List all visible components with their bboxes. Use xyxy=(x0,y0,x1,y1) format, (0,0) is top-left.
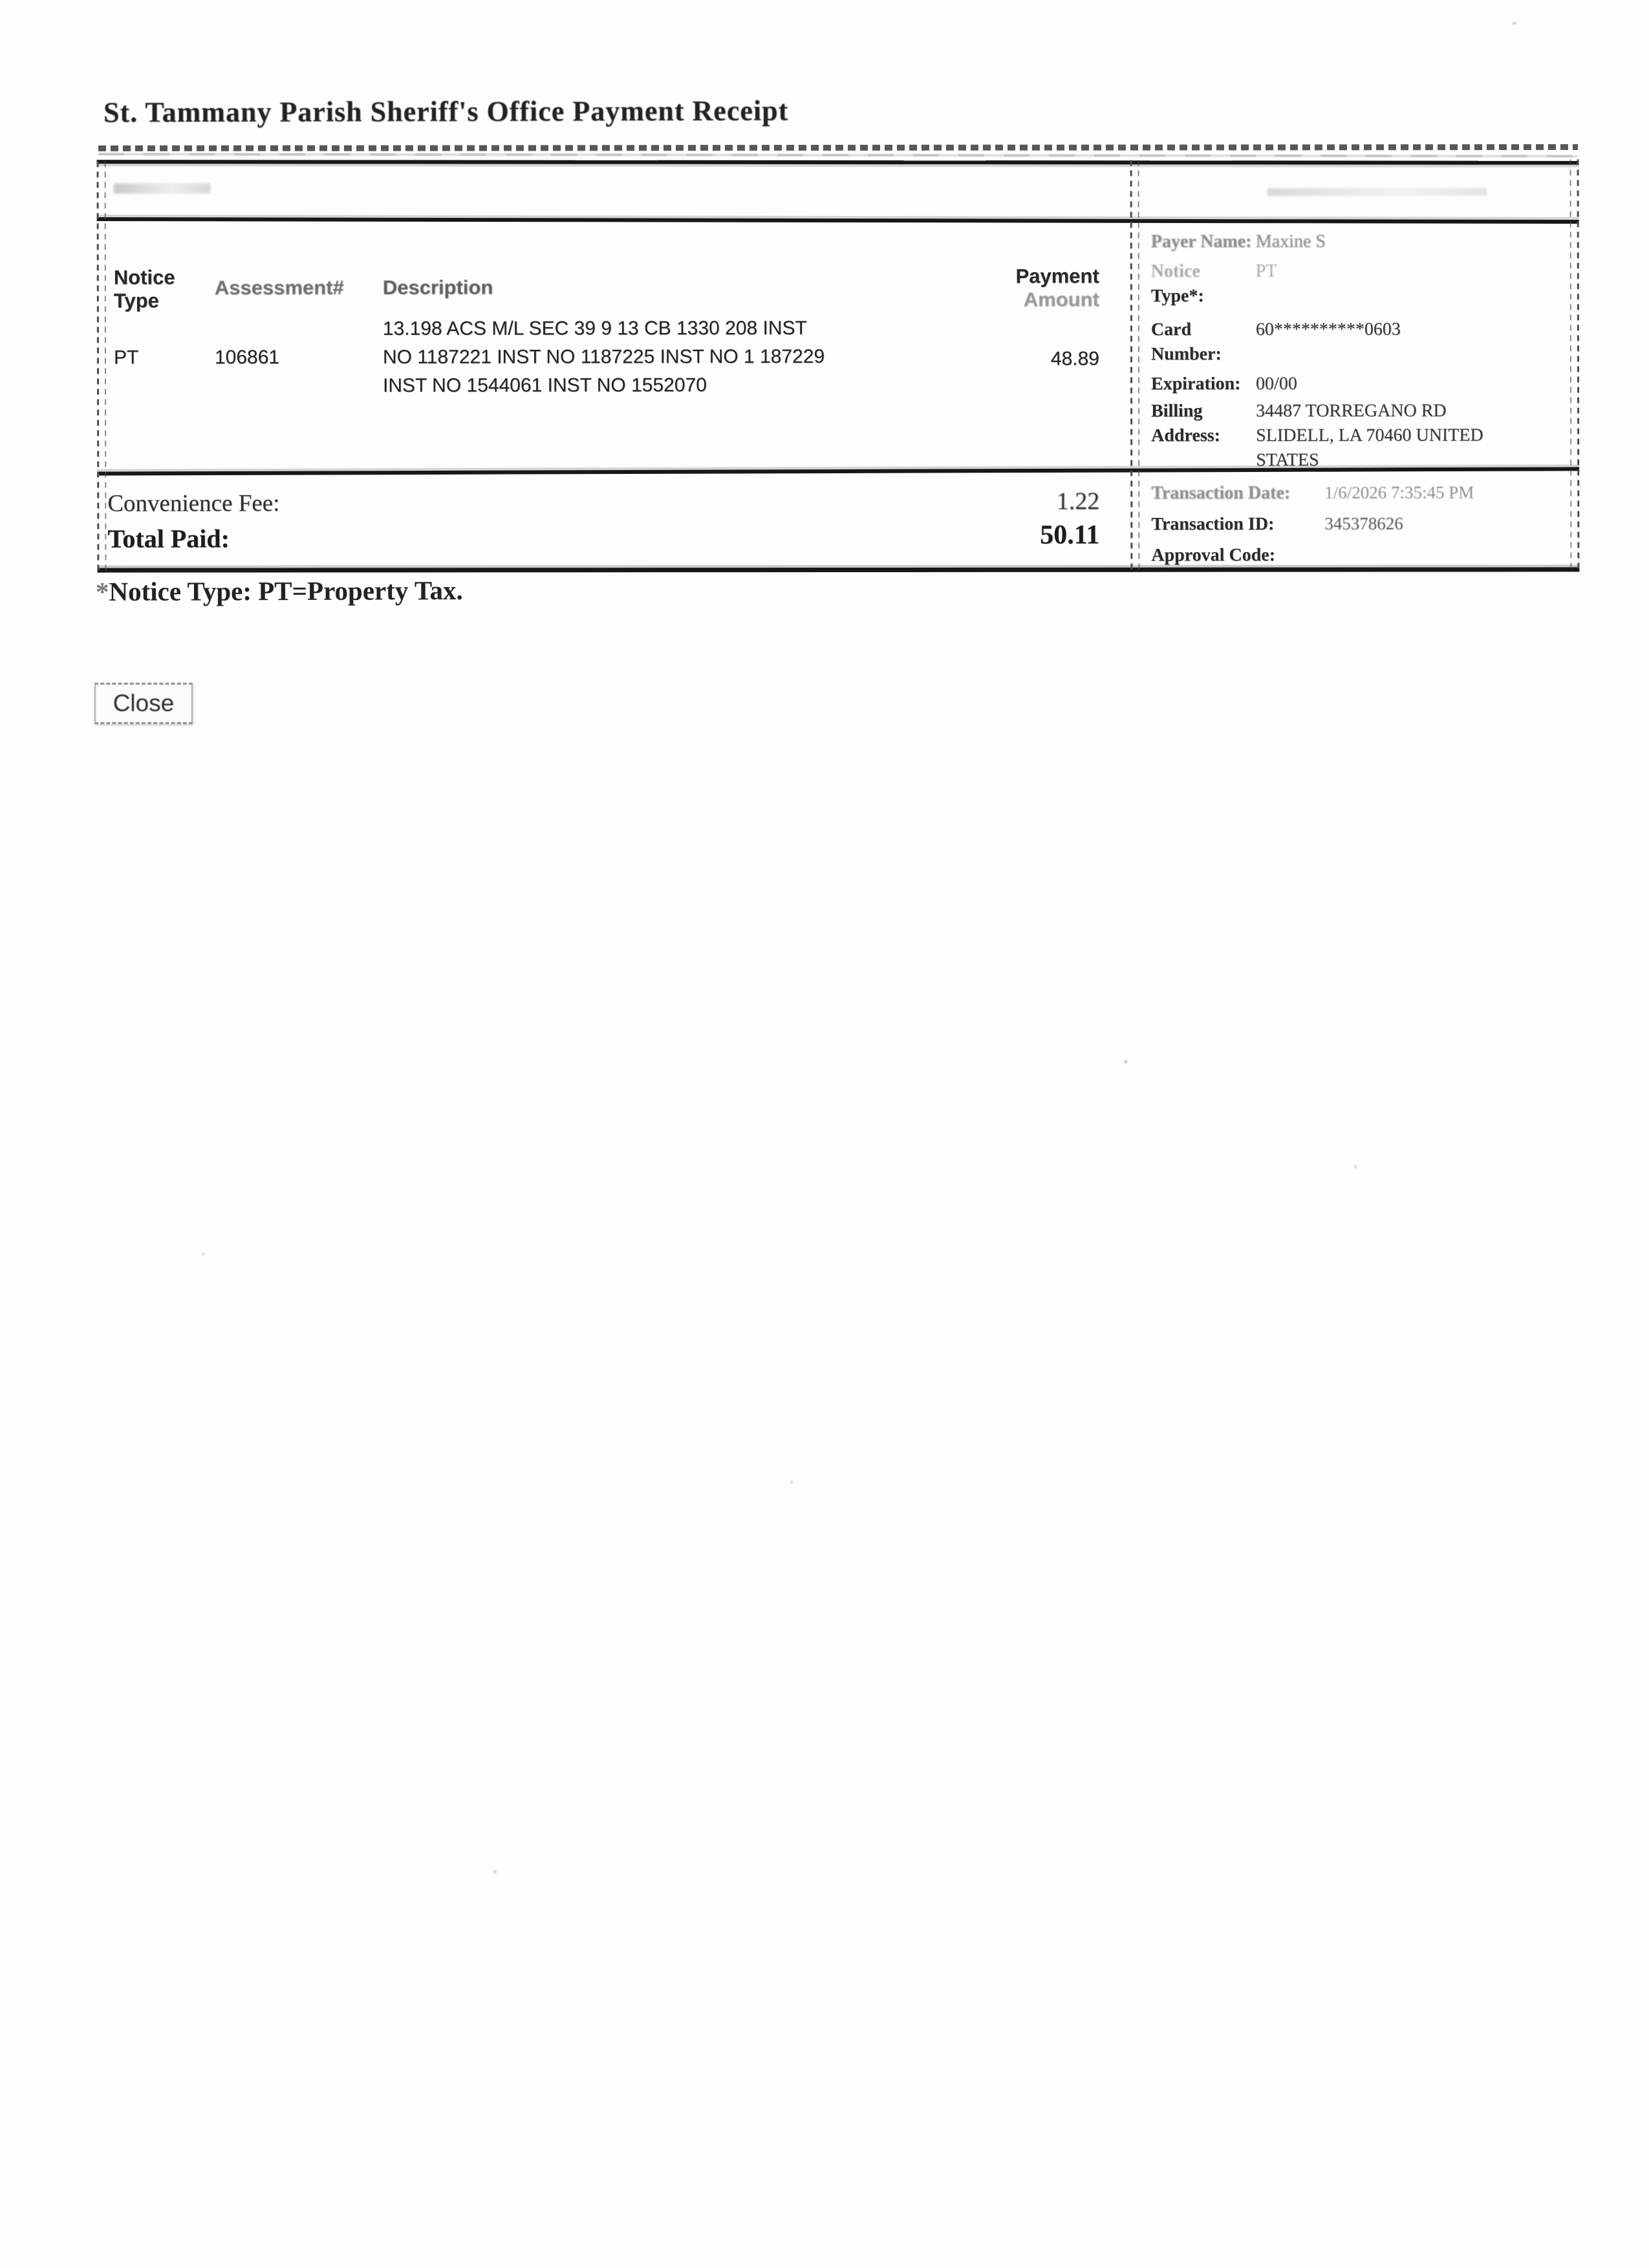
notice-type-row xyxy=(1151,259,1540,308)
payment-header-line2: Amount xyxy=(1023,288,1099,311)
total-paid-label: Total Paid: xyxy=(107,524,230,553)
scan-noise xyxy=(1512,22,1516,25)
scan-noise xyxy=(790,1481,793,1484)
box-left-border xyxy=(97,162,100,573)
box-top-rule xyxy=(97,160,1579,165)
transaction-id-value: 345378626 xyxy=(1324,513,1403,533)
footnote-text: Notice Type: PT=Property Tax. xyxy=(109,575,463,606)
page-title: St. Tammany Parish Sheriff's Office Payment Receipt xyxy=(103,94,789,129)
transaction-date-label: Transaction Date: xyxy=(1151,483,1291,504)
payer-name-value: Maxine S xyxy=(1255,231,1326,252)
column-header-description: Description xyxy=(382,275,493,299)
scan-noise xyxy=(493,1870,497,1874)
transaction-date-value: 1/6/2026 7:35:45 PM xyxy=(1324,482,1474,502)
row-description: 13.198 ACS M/L SEC 39 9 13 CB 1330 208 INST NO 1187221 INST NO 1187225 INST NO 1 187229 INST NO 1544061 INST NO 1552070 xyxy=(382,317,825,396)
convenience-fee-value: 1.22 xyxy=(1056,487,1100,515)
transaction-id-label: Transaction ID: xyxy=(1151,514,1275,535)
transaction-panel xyxy=(1139,473,1569,567)
column-header-payment-amount xyxy=(983,264,1099,311)
row-notice-type: PT xyxy=(113,347,139,369)
scan-noise xyxy=(1124,1060,1128,1064)
column-header-notice-type: Notice Type xyxy=(113,266,175,312)
billing-address-line2: SLIDELL, LA 70460 UNITED STATES xyxy=(1256,425,1483,471)
expiration-value: 00/00 xyxy=(1256,374,1297,394)
row-assessment-number: 106861 xyxy=(214,347,280,369)
payer-name-row xyxy=(1151,229,1540,254)
total-paid-value: 50.11 xyxy=(1040,520,1100,550)
notice-type-label-line1: Notice xyxy=(1150,261,1201,282)
close-button[interactable]: Close xyxy=(94,683,193,724)
footnote-asterisk: * xyxy=(95,576,109,606)
expiration-label: Expiration: xyxy=(1151,374,1241,394)
scan-noise xyxy=(1267,188,1487,196)
notice-type-label xyxy=(1151,259,1256,308)
notice-type-footnote xyxy=(96,575,463,607)
scan-noise xyxy=(202,1253,205,1256)
billing-address-value xyxy=(1256,398,1540,473)
payer-name-label: Payer Name: xyxy=(1150,231,1252,252)
scan-noise xyxy=(1354,1165,1357,1168)
scan-smudge-line xyxy=(98,153,1578,157)
title-separator xyxy=(98,144,1578,151)
card-number-label: Card Number: xyxy=(1150,319,1222,365)
row-payment-amount: 48.89 xyxy=(1050,348,1100,370)
billing-address-row xyxy=(1151,398,1540,473)
payment-header-line1: Payment xyxy=(1015,264,1099,288)
notice-type-label-line2: Type*: xyxy=(1150,286,1204,306)
card-number-row xyxy=(1151,317,1540,367)
scan-noise xyxy=(114,183,211,193)
receipt-box xyxy=(97,159,1580,573)
transaction-date-row xyxy=(1151,482,1557,504)
billing-address-line1: 34487 TORREGANO RD xyxy=(1256,400,1447,422)
transaction-id-row xyxy=(1151,513,1557,535)
box-right-border xyxy=(1577,159,1580,571)
billing-address-label: Billing Address: xyxy=(1151,401,1221,446)
box-left-border-inner xyxy=(105,162,107,573)
approval-code-value xyxy=(1324,544,1557,566)
approval-code-label: Approval Code: xyxy=(1151,545,1276,566)
notice-type-value: PT xyxy=(1255,261,1277,282)
column-header-assessment: Assessment# xyxy=(214,276,344,299)
payer-info-panel xyxy=(1139,221,1569,469)
card-number-value: 60**********0603 xyxy=(1255,319,1401,340)
approval-code-row xyxy=(1151,544,1557,566)
convenience-fee-label: Convenience Fee: xyxy=(107,490,280,517)
expiration-row xyxy=(1151,371,1540,396)
box-bottom-rule xyxy=(97,567,1579,572)
